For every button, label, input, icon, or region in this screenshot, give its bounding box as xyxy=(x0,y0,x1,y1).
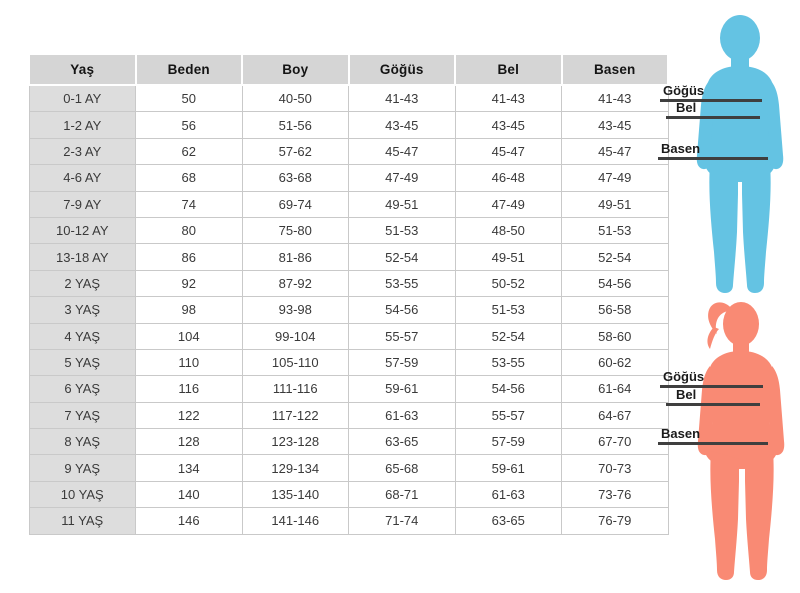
value-cell: 105-110 xyxy=(242,349,349,375)
hip-measure-line xyxy=(658,442,768,445)
column-header: Boy xyxy=(242,54,349,85)
hip-measure-line xyxy=(658,157,768,160)
hip-label: Basen xyxy=(661,426,701,441)
value-cell: 48-50 xyxy=(455,217,562,243)
value-cell: 74 xyxy=(136,191,243,217)
value-cell: 104 xyxy=(136,323,243,349)
value-cell: 45-47 xyxy=(455,138,562,164)
measurement-chest-bottom xyxy=(660,370,763,388)
table-row xyxy=(29,508,668,534)
value-cell: 87-92 xyxy=(242,270,349,296)
waist-measure-line xyxy=(666,116,760,119)
value-cell: 135-140 xyxy=(242,481,349,507)
value-cell: 50-52 xyxy=(455,270,562,296)
value-cell: 134 xyxy=(136,455,243,481)
age-cell: 2 YAŞ xyxy=(29,270,136,296)
value-cell: 55-57 xyxy=(349,323,456,349)
size-chart-table xyxy=(28,53,669,535)
age-cell: 8 YAŞ xyxy=(29,429,136,455)
value-cell: 53-55 xyxy=(349,270,456,296)
table-row xyxy=(29,112,668,138)
value-cell: 63-65 xyxy=(349,429,456,455)
age-cell: 4-6 AY xyxy=(29,165,136,191)
value-cell: 54-56 xyxy=(562,270,669,296)
value-cell: 54-56 xyxy=(349,297,456,323)
table-row xyxy=(29,138,668,164)
value-cell: 47-49 xyxy=(562,165,669,191)
value-cell: 61-63 xyxy=(455,481,562,507)
value-cell: 70-73 xyxy=(562,455,669,481)
value-cell: 68-71 xyxy=(349,481,456,507)
value-cell: 59-61 xyxy=(349,376,456,402)
chest-label: Göğüs xyxy=(663,83,705,98)
table-row xyxy=(29,85,668,112)
value-cell: 43-45 xyxy=(455,112,562,138)
value-cell: 117-122 xyxy=(242,402,349,428)
value-cell: 51-56 xyxy=(242,112,349,138)
value-cell: 59-61 xyxy=(455,455,562,481)
age-cell: 7 YAŞ xyxy=(29,402,136,428)
value-cell: 57-59 xyxy=(349,349,456,375)
table-row xyxy=(29,323,668,349)
value-cell: 56-58 xyxy=(562,297,669,323)
value-cell: 140 xyxy=(136,481,243,507)
value-cell: 61-63 xyxy=(349,402,456,428)
value-cell: 52-54 xyxy=(562,244,669,270)
value-cell: 123-128 xyxy=(242,429,349,455)
age-cell: 9 YAŞ xyxy=(29,455,136,481)
column-header: Bel xyxy=(455,54,562,85)
value-cell: 129-134 xyxy=(242,455,349,481)
column-header: Beden xyxy=(136,54,243,85)
value-cell: 116 xyxy=(136,376,243,402)
value-cell: 54-56 xyxy=(455,376,562,402)
measurement-hip-top xyxy=(658,142,768,160)
age-cell: 11 YAŞ xyxy=(29,508,136,534)
value-cell: 41-43 xyxy=(349,85,456,112)
value-cell: 51-53 xyxy=(562,217,669,243)
table-row xyxy=(29,191,668,217)
value-cell: 45-47 xyxy=(349,138,456,164)
table-row xyxy=(29,270,668,296)
value-cell: 128 xyxy=(136,429,243,455)
value-cell: 81-86 xyxy=(242,244,349,270)
value-cell: 61-64 xyxy=(562,376,669,402)
age-cell: 0-1 AY xyxy=(29,85,136,112)
value-cell: 62 xyxy=(136,138,243,164)
value-cell: 63-68 xyxy=(242,165,349,191)
value-cell: 53-55 xyxy=(455,349,562,375)
value-cell: 80 xyxy=(136,217,243,243)
value-cell: 52-54 xyxy=(349,244,456,270)
value-cell: 75-80 xyxy=(242,217,349,243)
waist-label: Bel xyxy=(676,100,697,115)
chest-label: Göğüs xyxy=(663,369,705,384)
value-cell: 51-53 xyxy=(455,297,562,323)
age-cell: 10-12 AY xyxy=(29,217,136,243)
value-cell: 50 xyxy=(136,85,243,112)
table-row xyxy=(29,481,668,507)
value-cell: 71-74 xyxy=(349,508,456,534)
value-cell: 46-48 xyxy=(455,165,562,191)
value-cell: 45-47 xyxy=(562,138,669,164)
age-cell: 10 YAŞ xyxy=(29,481,136,507)
value-cell: 47-49 xyxy=(349,165,456,191)
column-header: Yaş xyxy=(29,54,136,85)
value-cell: 63-65 xyxy=(455,508,562,534)
value-cell: 60-62 xyxy=(562,349,669,375)
value-cell: 52-54 xyxy=(455,323,562,349)
value-cell: 64-67 xyxy=(562,402,669,428)
table-row xyxy=(29,376,668,402)
value-cell: 41-43 xyxy=(562,85,669,112)
value-cell: 111-116 xyxy=(242,376,349,402)
hip-label: Basen xyxy=(661,141,701,156)
age-cell: 6 YAŞ xyxy=(29,376,136,402)
measurement-waist-top xyxy=(666,101,760,119)
column-header: Göğüs xyxy=(349,54,456,85)
value-cell: 92 xyxy=(136,270,243,296)
age-cell: 7-9 AY xyxy=(29,191,136,217)
value-cell: 146 xyxy=(136,508,243,534)
table-row xyxy=(29,349,668,375)
age-cell: 3 YAŞ xyxy=(29,297,136,323)
table-header-row xyxy=(29,54,668,85)
value-cell: 65-68 xyxy=(349,455,456,481)
table-row xyxy=(29,402,668,428)
value-cell: 55-57 xyxy=(455,402,562,428)
value-cell: 93-98 xyxy=(242,297,349,323)
value-cell: 141-146 xyxy=(242,508,349,534)
value-cell: 49-51 xyxy=(349,191,456,217)
value-cell: 56 xyxy=(136,112,243,138)
value-cell: 122 xyxy=(136,402,243,428)
age-cell: 2-3 AY xyxy=(29,138,136,164)
measurement-waist-bottom xyxy=(666,388,760,406)
value-cell: 86 xyxy=(136,244,243,270)
value-cell: 49-51 xyxy=(562,191,669,217)
value-cell: 68 xyxy=(136,165,243,191)
value-cell: 73-76 xyxy=(562,481,669,507)
table-row xyxy=(29,297,668,323)
table-row xyxy=(29,429,668,455)
value-cell: 40-50 xyxy=(242,85,349,112)
age-cell: 13-18 AY xyxy=(29,244,136,270)
table-row xyxy=(29,165,668,191)
value-cell: 69-74 xyxy=(242,191,349,217)
measurement-hip-bottom xyxy=(658,427,768,445)
table-row xyxy=(29,244,668,270)
value-cell: 57-62 xyxy=(242,138,349,164)
value-cell: 110 xyxy=(136,349,243,375)
value-cell: 43-45 xyxy=(349,112,456,138)
value-cell: 51-53 xyxy=(349,217,456,243)
age-cell: 5 YAŞ xyxy=(29,349,136,375)
column-header: Basen xyxy=(562,54,669,85)
value-cell: 43-45 xyxy=(562,112,669,138)
age-cell: 1-2 AY xyxy=(29,112,136,138)
value-cell: 41-43 xyxy=(455,85,562,112)
table-row xyxy=(29,455,668,481)
value-cell: 98 xyxy=(136,297,243,323)
waist-label: Bel xyxy=(676,387,697,402)
value-cell: 49-51 xyxy=(455,244,562,270)
value-cell: 58-60 xyxy=(562,323,669,349)
value-cell: 76-79 xyxy=(562,508,669,534)
value-cell: 99-104 xyxy=(242,323,349,349)
age-cell: 4 YAŞ xyxy=(29,323,136,349)
value-cell: 57-59 xyxy=(455,429,562,455)
value-cell: 47-49 xyxy=(455,191,562,217)
table-row xyxy=(29,217,668,243)
value-cell: 67-70 xyxy=(562,429,669,455)
waist-measure-line xyxy=(666,403,760,406)
